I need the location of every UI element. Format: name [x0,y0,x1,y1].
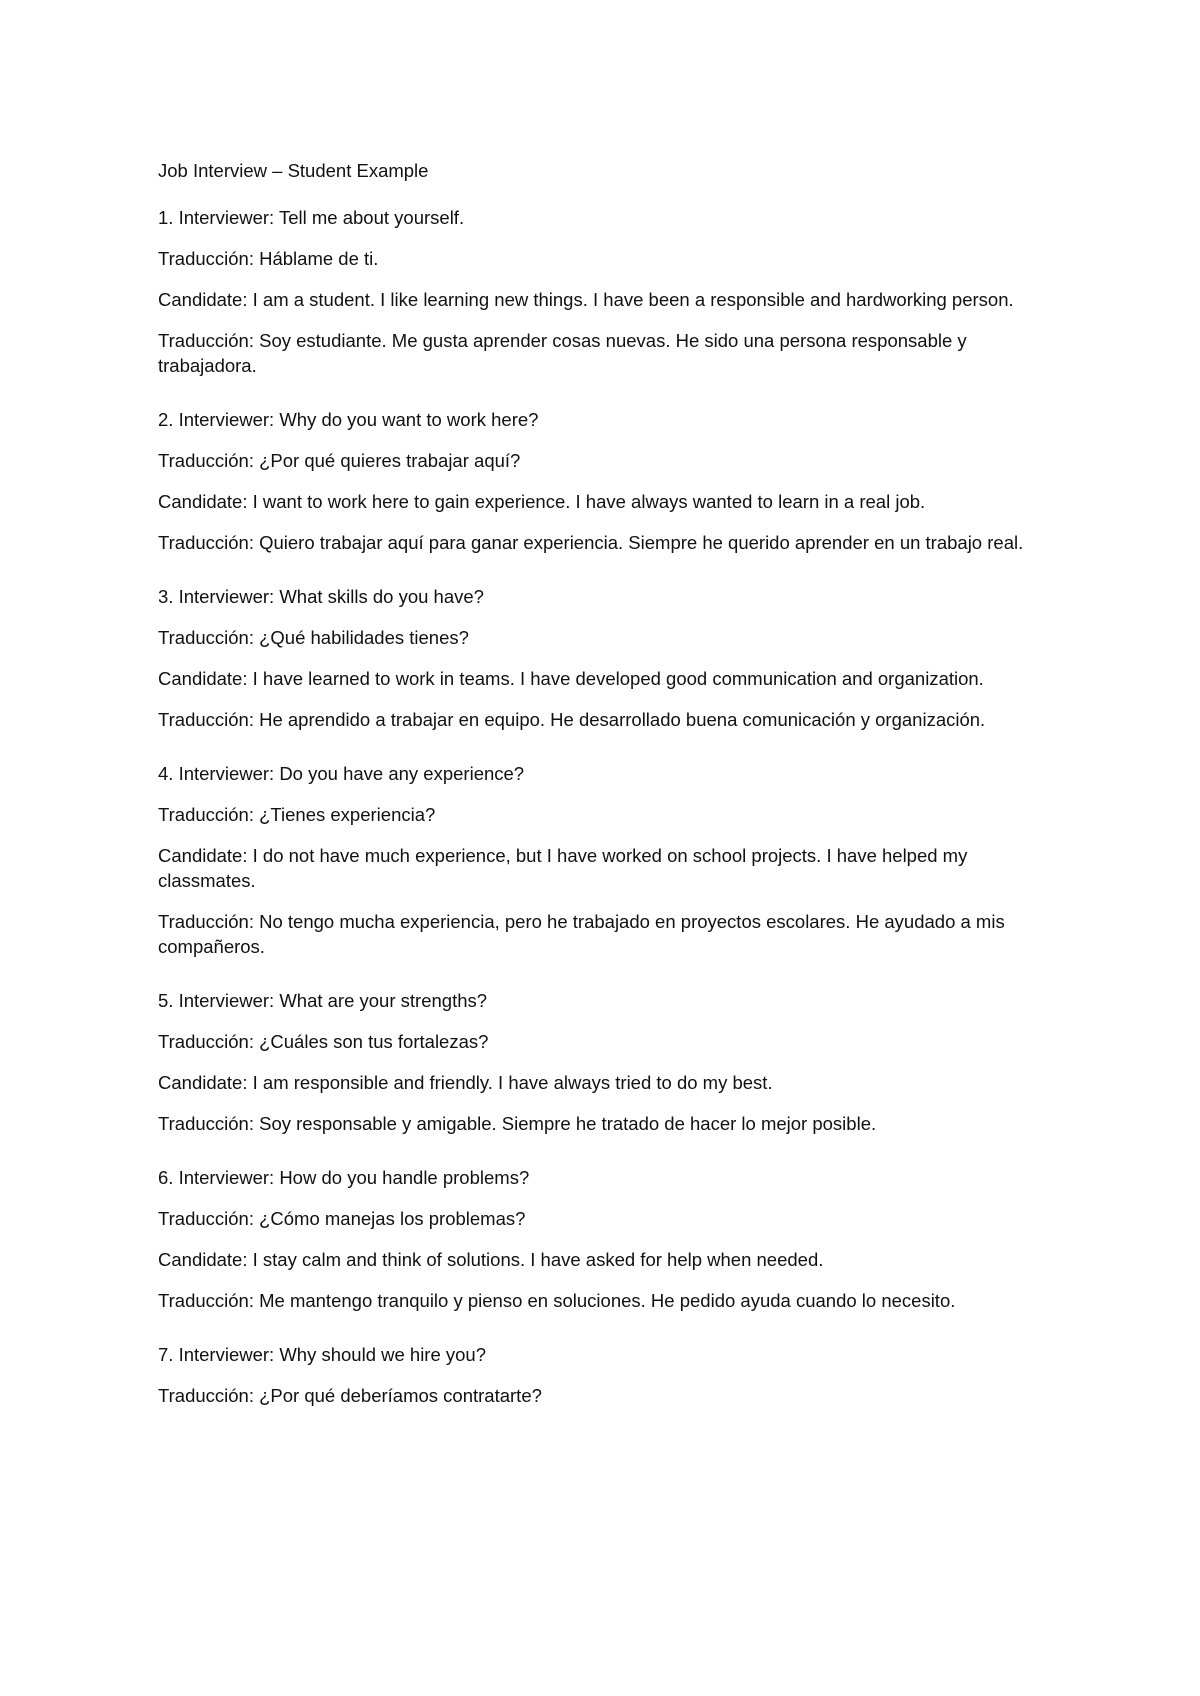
answer-translation: Traducción: Quiero trabajar aquí para ganar experiencia. Siempre he querido aprender en un trabajo real. [158,532,1024,553]
question-translation: Traducción: Háblame de ti. [158,248,379,269]
document-content [158,158,1058,1437]
answer-translation: Traducción: Soy responsable y amigable. Siempre he tratado de hacer lo mejor posible. [158,1113,877,1134]
candidate-answer: Candidate: I want to work here to gain experience. I have always wanted to learn in a real job. [158,491,926,512]
candidate-answer: Candidate: I stay calm and think of solutions. I have asked for help when needed. [158,1249,824,1270]
interviewer-question: 1. Interviewer: Tell me about yourself. [158,207,465,228]
qa-section-5 [158,988,1058,1136]
candidate-answer: Candidate: I do not have much experience, but I have worked on school projects. I have helped my classmates. [158,845,968,891]
question-translation: Traducción: ¿Qué habilidades tienes? [158,627,469,648]
question-translation: Traducción: ¿Cuáles son tus fortalezas? [158,1031,489,1052]
qa-section-7 [158,1342,1058,1408]
question-translation: Traducción: ¿Por qué quieres trabajar aquí? [158,450,521,471]
interviewer-question: 7. Interviewer: Why should we hire you? [158,1344,487,1365]
candidate-answer: Candidate: I have learned to work in teams. I have developed good communication and organization. [158,668,984,689]
answer-translation: Traducción: Me mantengo tranquilo y pienso en soluciones. He pedido ayuda cuando lo necesito. [158,1290,956,1311]
qa-section-6 [158,1165,1058,1313]
candidate-answer: Candidate: I am a student. I like learning new things. I have been a responsible and hardworking person. [158,289,1014,310]
interviewer-question: 2. Interviewer: Why do you want to work here? [158,409,539,430]
candidate-answer: Candidate: I am responsible and friendly. I have always tried to do my best. [158,1072,773,1093]
qa-section-1 [158,205,1058,378]
document-title: Job Interview – Student Example [158,160,429,181]
qa-section-3 [158,584,1058,732]
qa-section-4 [158,761,1058,959]
qa-section-2 [158,407,1058,555]
interviewer-question: 4. Interviewer: Do you have any experience? [158,763,525,784]
question-translation: Traducción: ¿Por qué deberíamos contratarte? [158,1385,542,1406]
question-translation: Traducción: ¿Cómo manejas los problemas? [158,1208,526,1229]
answer-translation: Traducción: No tengo mucha experiencia, pero he trabajado en proyectos escolares. He ayudado a mis compañeros. [158,911,1005,957]
answer-translation: Traducción: Soy estudiante. Me gusta aprender cosas nuevas. He sido una persona responsable y trabajadora. [158,330,967,376]
question-translation: Traducción: ¿Tienes experiencia? [158,804,436,825]
interviewer-question: 6. Interviewer: How do you handle problems? [158,1167,530,1188]
interviewer-question: 3. Interviewer: What skills do you have? [158,586,484,607]
interviewer-question: 5. Interviewer: What are your strengths? [158,990,488,1011]
answer-translation: Traducción: He aprendido a trabajar en equipo. He desarrollado buena comunicación y organización. [158,709,986,730]
